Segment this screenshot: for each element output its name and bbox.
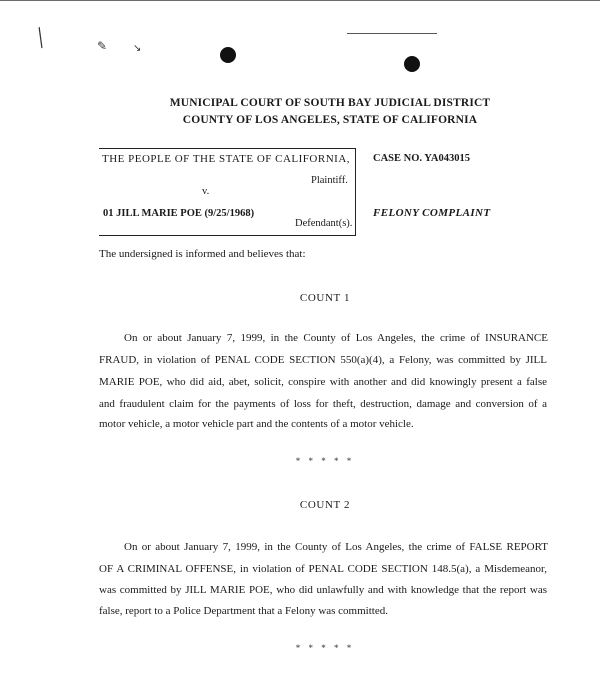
count-heading: COUNT 2 [299, 499, 351, 511]
count-text-line: On or about January 7, 1999, in the County of Los Angeles, the crime of FALSE REPORT [124, 541, 548, 553]
scan-top-edge [0, 0, 600, 1]
plaintiff-label: Plaintiff. [311, 175, 348, 186]
count-text-line: MARIE POE, who did aid, abet, solicit, conspire with another and did knowingly present a false [99, 376, 547, 388]
plaintiff-name: THE PEOPLE OF THE STATE OF CALIFORNIA, [102, 153, 351, 165]
court-county: COUNTY OF LOS ANGELES, STATE OF CALIFORNIA [182, 114, 478, 126]
document-type: FELONY COMPLAINT [373, 207, 491, 219]
section-separator: * * * * * [295, 643, 355, 653]
pen-mark-icon: ╱ [31, 27, 50, 49]
count-text-line: FRAUD, in violation of PENAL CODE SECTION 550(a)(4), a Felony, was committed by JILL [99, 354, 547, 366]
punch-hole-icon [220, 47, 236, 63]
versus-label: v. [202, 186, 210, 197]
court-name: MUNICIPAL COURT OF SOUTH BAY JUDICIAL DISTRICT [169, 97, 491, 109]
defendant-label: Defendant(s). [295, 218, 353, 229]
count-text-line: On or about January 7, 1999, in the County of Los Angeles, the crime of INSURANCE [124, 332, 548, 344]
count-text-line: false, report to a Police Department that a Felony was committed. [99, 605, 388, 617]
intro-statement: The undersigned is informed and believes that: [99, 248, 306, 260]
count-text-line: OF A CRIMINAL OFFENSE, in violation of PENAL CODE SECTION 148.5(a), a Misdemeanor, [99, 563, 547, 575]
defendant-name: 01 JILL MARIE POE (9/25/1968) [103, 208, 255, 219]
count-heading: COUNT 1 [299, 292, 351, 304]
case-number: CASE NO. YA043015 [373, 153, 470, 164]
section-separator: * * * * * [295, 456, 355, 466]
ink-speck-icon: ↘ [133, 43, 142, 54]
count-text-line: motor vehicle, a motor vehicle part and the contents of a motor vehicle. [99, 418, 414, 430]
scribble-line [347, 33, 437, 34]
ink-speck-icon: ✎ [97, 39, 108, 53]
count-text-line: was committed by JILL MARIE POE, who did unlawfully and with knowledge that the report was [99, 584, 547, 596]
count-text-line: and fraudulent claim for the payments of loss for theft, destruction, damage and conversion of a [99, 398, 547, 410]
punch-hole-icon [404, 56, 420, 72]
